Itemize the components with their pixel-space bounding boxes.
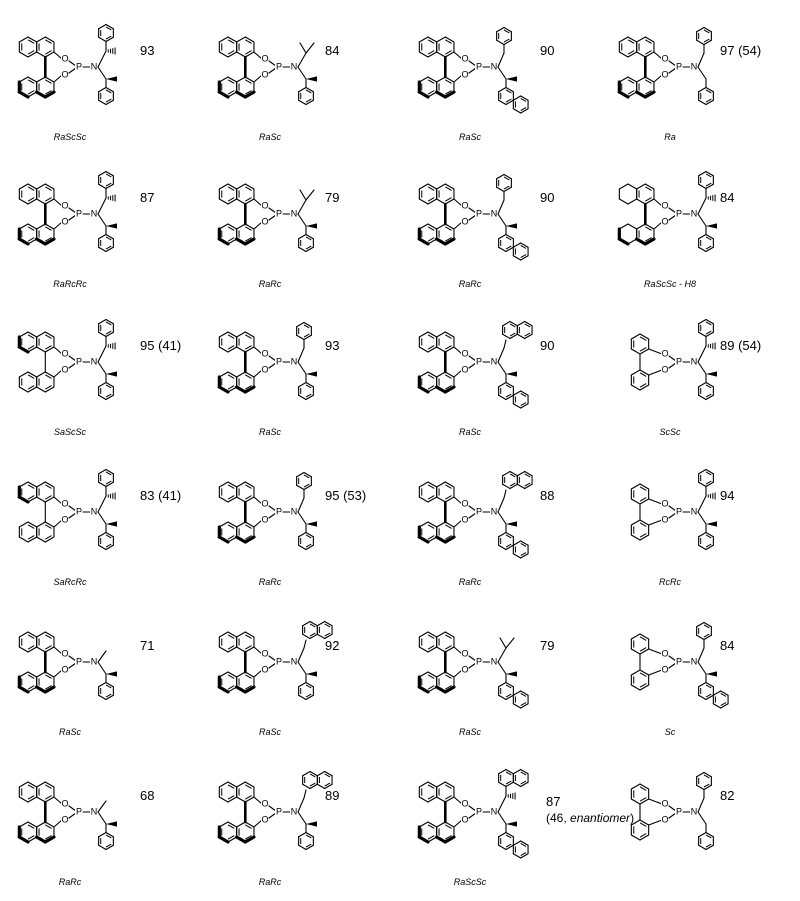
- phosphoramidite-structure: [414, 618, 564, 728]
- ee-value: [140, 338, 181, 353]
- ee-value-text: 79: [540, 638, 555, 653]
- phosphorus-atom: P: [675, 656, 683, 667]
- ee-value: [540, 190, 554, 205]
- nitrogen-atom: N: [690, 806, 698, 817]
- phosphorus-atom: P: [475, 806, 483, 817]
- ligand-entry: [200, 152, 400, 302]
- ee-value: [325, 190, 339, 205]
- ee-value: [140, 638, 154, 653]
- ligand-entry: [600, 152, 800, 302]
- oxygen-atom: O: [61, 664, 69, 675]
- oxygen-atom: O: [261, 814, 269, 825]
- phosphorus-atom: P: [675, 806, 683, 817]
- nitrogen-atom: N: [290, 806, 298, 817]
- stereo-label: RaRc: [458, 279, 482, 289]
- ligand-entry: [600, 750, 800, 900]
- phosphoramidite-structure: [414, 468, 564, 578]
- oxygen-atom: O: [261, 53, 269, 64]
- nitrogen-atom: N: [90, 356, 98, 367]
- phosphorus-atom: P: [275, 806, 283, 817]
- phosphoramidite-structure: [14, 768, 164, 878]
- ee-value: [720, 788, 734, 803]
- nitrogen-atom: N: [90, 61, 98, 72]
- oxygen-atom: O: [461, 648, 469, 659]
- stereo-label: RaSc: [458, 727, 481, 737]
- ee-value-text: 95 (53): [325, 488, 367, 503]
- nitrogen-atom: N: [690, 656, 698, 667]
- stereo-label: RaSc: [258, 132, 281, 142]
- oxygen-atom: O: [661, 798, 669, 809]
- stereo-label: RaScSc - H8: [643, 279, 696, 289]
- phosphoramidite-structure: [414, 23, 564, 133]
- nitrogen-atom: N: [690, 61, 698, 72]
- ligand-entry: [200, 5, 400, 155]
- phosphoramidite-structure: [214, 23, 364, 133]
- phosphorus-atom: P: [275, 506, 283, 517]
- phosphorus-atom: P: [475, 506, 483, 517]
- phosphorus-atom: P: [75, 656, 83, 667]
- nitrogen-atom: N: [490, 61, 498, 72]
- oxygen-atom: O: [261, 69, 269, 80]
- ee-value-text: 89: [325, 788, 340, 803]
- ligand-entry: [400, 5, 600, 155]
- ee-value-text: 71: [140, 638, 155, 653]
- ligand-entry: [600, 5, 800, 155]
- phosphorus-atom: P: [475, 61, 483, 72]
- phosphoramidite-structure: [214, 468, 367, 578]
- ligand-entry: [200, 600, 400, 750]
- ee-value: [540, 43, 554, 58]
- ligand-entry: [200, 300, 400, 450]
- oxygen-atom: O: [261, 514, 269, 525]
- nitrogen-atom: N: [690, 208, 698, 219]
- oxygen-atom: O: [661, 648, 669, 659]
- stereo-label: RaScSc: [453, 877, 487, 887]
- oxygen-atom: O: [661, 664, 669, 675]
- ee-value: [325, 43, 339, 58]
- phosphorus-atom: P: [75, 208, 83, 219]
- stereo-label: RaRc: [458, 577, 482, 587]
- ee-value-text: 90: [540, 190, 555, 205]
- ee-value: [140, 43, 154, 58]
- stereo-label: Ra: [664, 132, 676, 142]
- phosphoramidite-structure: [14, 468, 164, 578]
- nitrogen-atom: N: [290, 506, 298, 517]
- ligand-entry: [400, 600, 600, 750]
- ligand-entry: [600, 600, 800, 750]
- nitrogen-atom: N: [290, 656, 298, 667]
- oxygen-atom: O: [261, 664, 269, 675]
- oxygen-atom: O: [261, 648, 269, 659]
- phosphorus-atom: P: [675, 506, 683, 517]
- phosphoramidite-structure: [614, 618, 764, 728]
- ligand-entry: [200, 450, 400, 600]
- phosphoramidite-structure: [14, 318, 164, 428]
- ee-value: [140, 190, 154, 205]
- phosphorus-atom: P: [75, 356, 83, 367]
- oxygen-atom: O: [61, 798, 69, 809]
- phosphoramidite-structure: [614, 170, 764, 280]
- oxygen-atom: O: [261, 200, 269, 211]
- oxygen-atom: O: [461, 364, 469, 375]
- oxygen-atom: O: [661, 200, 669, 211]
- oxygen-atom: O: [261, 798, 269, 809]
- ee-value: [720, 190, 734, 205]
- ee-value-text: 87: [140, 190, 155, 205]
- nitrogen-atom: N: [490, 506, 498, 517]
- stereo-label: Sc: [664, 727, 676, 737]
- stereo-label: RaRc: [258, 279, 282, 289]
- stereo-label: RaSc: [258, 727, 281, 737]
- nitrogen-atom: N: [290, 61, 298, 72]
- ee-value: [325, 638, 339, 653]
- ee-value-text: 84: [720, 638, 735, 653]
- phosphorus-atom: P: [275, 61, 283, 72]
- phosphoramidite-structure: [414, 768, 564, 878]
- phosphoramidite-structure: [14, 23, 164, 133]
- oxygen-atom: O: [61, 514, 69, 525]
- oxygen-atom: O: [61, 498, 69, 509]
- ee-value-text: 89 (54): [720, 338, 762, 353]
- stereo-label: RaSc: [258, 427, 281, 437]
- oxygen-atom: O: [61, 364, 69, 375]
- ee-value-text: 95 (41): [140, 338, 182, 353]
- phosphoramidite-structure: [214, 618, 364, 728]
- ee-value: [325, 488, 366, 503]
- ee-value-text: 90: [540, 338, 555, 353]
- ee-value-text: 88: [540, 488, 555, 503]
- oxygen-atom: O: [61, 216, 69, 227]
- ee-value: [720, 638, 734, 653]
- phosphoramidite-structure: [214, 768, 364, 878]
- nitrogen-atom: N: [490, 656, 498, 667]
- nitrogen-atom: N: [90, 208, 98, 219]
- stereo-label: SaRcRc: [53, 577, 87, 587]
- nitrogen-atom: N: [690, 356, 698, 367]
- ee-value-text: 68: [140, 788, 155, 803]
- nitrogen-atom: N: [490, 806, 498, 817]
- oxygen-atom: O: [461, 798, 469, 809]
- ee-note: (46, enantiomer): [546, 811, 635, 825]
- ligand-entry: [0, 300, 200, 450]
- ligand-entry: [400, 750, 635, 900]
- oxygen-atom: O: [461, 200, 469, 211]
- phosphorus-atom: P: [75, 61, 83, 72]
- oxygen-atom: O: [261, 364, 269, 375]
- ee-value-text: 90: [540, 43, 555, 58]
- ee-value-text: 84: [325, 43, 340, 58]
- oxygen-atom: O: [61, 200, 69, 211]
- phosphoramidite-structure: [414, 170, 564, 280]
- oxygen-atom: O: [461, 348, 469, 359]
- oxygen-atom: O: [661, 364, 669, 375]
- ee-value: [140, 788, 154, 803]
- nitrogen-atom: N: [90, 806, 98, 817]
- phosphoramidite-structure: [14, 170, 164, 280]
- ligand-entry: [200, 750, 400, 900]
- oxygen-atom: O: [461, 498, 469, 509]
- phosphorus-atom: P: [75, 806, 83, 817]
- ee-value-text: 79: [325, 190, 340, 205]
- oxygen-atom: O: [461, 69, 469, 80]
- oxygen-atom: O: [61, 814, 69, 825]
- oxygen-atom: O: [261, 348, 269, 359]
- phosphorus-atom: P: [475, 656, 483, 667]
- ligand-entry: [400, 152, 600, 302]
- ligand-entry: [600, 300, 800, 450]
- ee-value: [720, 338, 761, 353]
- oxygen-atom: O: [461, 53, 469, 64]
- stereo-label: SaScSc: [53, 427, 86, 437]
- oxygen-atom: O: [261, 216, 269, 227]
- stereo-label: RaSc: [458, 427, 481, 437]
- oxygen-atom: O: [661, 53, 669, 64]
- nitrogen-atom: N: [290, 208, 298, 219]
- nitrogen-atom: N: [690, 506, 698, 517]
- phosphorus-atom: P: [275, 208, 283, 219]
- phosphorus-atom: P: [475, 356, 483, 367]
- ee-value-text: 97 (54): [720, 43, 762, 58]
- stereo-label: RcRc: [659, 577, 681, 587]
- oxygen-atom: O: [461, 216, 469, 227]
- ee-value-text: 84: [720, 190, 735, 205]
- ee-value-text: 93: [325, 338, 340, 353]
- phosphorus-atom: P: [75, 506, 83, 517]
- stereo-label: RaRc: [258, 577, 282, 587]
- ee-value: [720, 488, 734, 503]
- oxygen-atom: O: [661, 514, 669, 525]
- oxygen-atom: O: [61, 348, 69, 359]
- stereo-label: RaSc: [458, 132, 481, 142]
- ligand-entry: [600, 450, 800, 600]
- oxygen-atom: O: [661, 216, 669, 227]
- ligand-entry: [0, 600, 200, 750]
- oxygen-atom: O: [461, 664, 469, 675]
- stereo-label: ScSc: [659, 427, 681, 437]
- ee-value-text: 94: [720, 488, 735, 503]
- stereo-label: RaRc: [258, 877, 282, 887]
- ee-value: [325, 338, 339, 353]
- ee-value: [540, 488, 554, 503]
- oxygen-atom: O: [661, 498, 669, 509]
- stereo-label: RaRc: [58, 877, 82, 887]
- ee-value: [540, 638, 554, 653]
- phosphorus-atom: P: [275, 656, 283, 667]
- oxygen-atom: O: [461, 514, 469, 525]
- ee-value-text: 93: [140, 43, 155, 58]
- ee-value: [325, 788, 339, 803]
- phosphoramidite-structure: [214, 170, 364, 280]
- nitrogen-atom: N: [490, 356, 498, 367]
- phosphorus-atom: P: [275, 356, 283, 367]
- ee-value: [140, 488, 181, 503]
- oxygen-atom: O: [61, 69, 69, 80]
- phosphoramidite-structure: [614, 318, 764, 428]
- ligand-entry: [400, 450, 600, 600]
- oxygen-atom: O: [461, 814, 469, 825]
- ee-value-text: 92: [325, 638, 340, 653]
- phosphorus-atom: P: [675, 61, 683, 72]
- nitrogen-atom: N: [490, 208, 498, 219]
- ee-value: [540, 338, 554, 353]
- ligand-entry: [0, 5, 200, 155]
- ee-value-text: 87: [546, 794, 561, 809]
- ee-value: [720, 43, 761, 58]
- phosphoramidite-structure: [614, 468, 764, 578]
- stereo-label: RaRcRc: [53, 279, 87, 289]
- ligand-entry: [400, 300, 600, 450]
- ligand-entry: [0, 450, 200, 600]
- nitrogen-atom: N: [290, 356, 298, 367]
- oxygen-atom: O: [61, 648, 69, 659]
- phosphoramidite-structure: [614, 23, 764, 133]
- phosphorus-atom: P: [475, 208, 483, 219]
- oxygen-atom: O: [661, 348, 669, 359]
- ligand-entry: [0, 750, 200, 900]
- phosphoramidite-structure: [414, 318, 564, 428]
- nitrogen-atom: N: [90, 506, 98, 517]
- phosphoramidite-structure: [214, 318, 364, 428]
- oxygen-atom: O: [61, 53, 69, 64]
- oxygen-atom: O: [661, 69, 669, 80]
- oxygen-atom: O: [661, 814, 669, 825]
- ligand-entry: [0, 152, 200, 302]
- ee-value-text: 83 (41): [140, 488, 182, 503]
- ee-value-text: 82: [720, 788, 735, 803]
- oxygen-atom: O: [261, 498, 269, 509]
- stereo-label: RaSc: [58, 727, 81, 737]
- nitrogen-atom: N: [90, 656, 98, 667]
- phosphorus-atom: P: [675, 356, 683, 367]
- phosphoramidite-structure: [14, 618, 164, 728]
- stereo-label: RaScSc: [53, 132, 87, 142]
- phosphoramidite-structure: [614, 768, 764, 878]
- phosphorus-atom: P: [675, 208, 683, 219]
